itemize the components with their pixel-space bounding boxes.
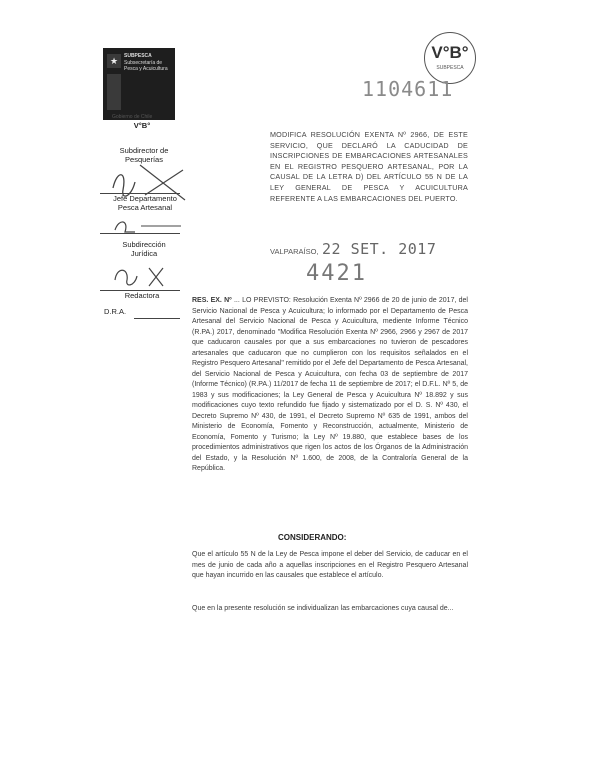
approval-jefe: Jefe Departamento Pesca Artesanal <box>113 194 177 212</box>
stamp-subtext: SUBPESCA <box>436 65 464 71</box>
approval-dra: D.R.A. <box>104 307 127 316</box>
signature-jefe <box>105 212 195 242</box>
vistos-text: ... LO PREVISTO: Resolución Exenta Nº 2966 de 20 de junio de 2017, del Servicio Nacional de Pesca y Acuicultura; lo informado por el Departamento de Pesca Artesanal del Servicio Nacional de Pesca y Acuicultura, mediente Informe Técnico (R.PA.) 2017, denominado "Modifica Resolución Exenta Nº 2966, 2966 y 2967 de 2017 que caducaron causales por que a sus embarcaciones no tuvieron de pescadores artesanales que caducaron que no cumplieron con los requisitos señalados en el Registro Pesquero Artesanal" remitido por el Jefe del Departamento de Pesca Artesanal, del Servicio Nacional de Pesca y Acuicultura, con fecha 03 de septiembre de 2017 (Informe Técnico) (R.PA.) 11/2017 de fecha 11 de septiembre de 2017; el D.F.L. Nº 5, de 1983 y sus modificaciones; la Ley General de Pesca y Acuicultura Nº 18.892 y sus modificaciones cuyo texto refundido fue fijado y sistematizado por el D. S. Nº 430, el Decreto Supremo Nº 430, de 1991, el Decreto Supremo Nº 635 de 1991, ambos del Ministerio de Economía, Fomento y Reconstrucción, actualmente, Ministerio de Economía, Fomento y Turismo; la Ley Nº 19.880, que establece bases de los procedimientos administrativos que rigen los actos de los Órganos de la Administración del Estado, y la Resolución Nº 1.600, de 2008, de la Contraloría General de la República. <box>192 297 468 472</box>
approval-redactora: Redactora <box>124 291 160 300</box>
approval-line <box>134 318 180 319</box>
handwritten-number: 1104611 <box>362 77 454 101</box>
institution-logo: ★ SUBPESCA Subsecretaría de Pesca y Acuicultura <box>103 48 175 120</box>
vistos-paragraph <box>192 296 468 475</box>
resolution-number: 4421 <box>306 261 367 286</box>
logo-caption: Gobierno de Chile <box>112 114 153 120</box>
signature-subdireccion <box>105 262 195 292</box>
approval-subdireccion: Subdirección Jurídica <box>122 240 166 258</box>
resolution-label: RES. EX. Nº <box>192 297 232 304</box>
considerando-title: CONSIDERANDO: <box>278 533 347 542</box>
date-stamp: 22 SET. 2017 <box>322 240 437 258</box>
stamp-text: V°B° <box>431 43 469 62</box>
logo-text: SUBPESCA Subsecretaría de Pesca y Acuicultura <box>124 53 168 72</box>
resolution-summary: MODIFICA RESOLUCIÓN EXENTA Nº 2966, DE ESTE SERVICIO, QUE DECLARÓ LA CADUCIDAD DE INSCRIPCIONES DE EMBARCACIONES ARTESANALES EN EL REGISTRO PESQUERO ARTESANAL, POR LA CAUSAL DE LA LETRA D) DEL ARTÍCULO 55 N DE LA LEY GENERAL DE PESCA Y ACUICULTURA REFERENTE A LAS EMBARCACIONES DEL PUERTO. <box>270 130 468 203</box>
approval-vobo: V°B° <box>133 121 151 130</box>
date-place: VALPARAÍSO, <box>270 247 319 256</box>
considerando-paragraph-2: Que en la presente resolución se individualizan las embarcaciones cuya causal de... <box>192 605 454 612</box>
considerando-paragraph-1: Que el artículo 55 N de la Ley de Pesca impone el deber del Servicio, de caducar en el mes de junio de cada año a aquellas inscripciones en el Registro Pesquero Artesanal que hayan incurrido en las causales que establece el artículo. <box>192 551 468 579</box>
approval-subdirector: Subdirector de Pesquerías <box>119 146 169 164</box>
approval-line <box>100 233 180 234</box>
